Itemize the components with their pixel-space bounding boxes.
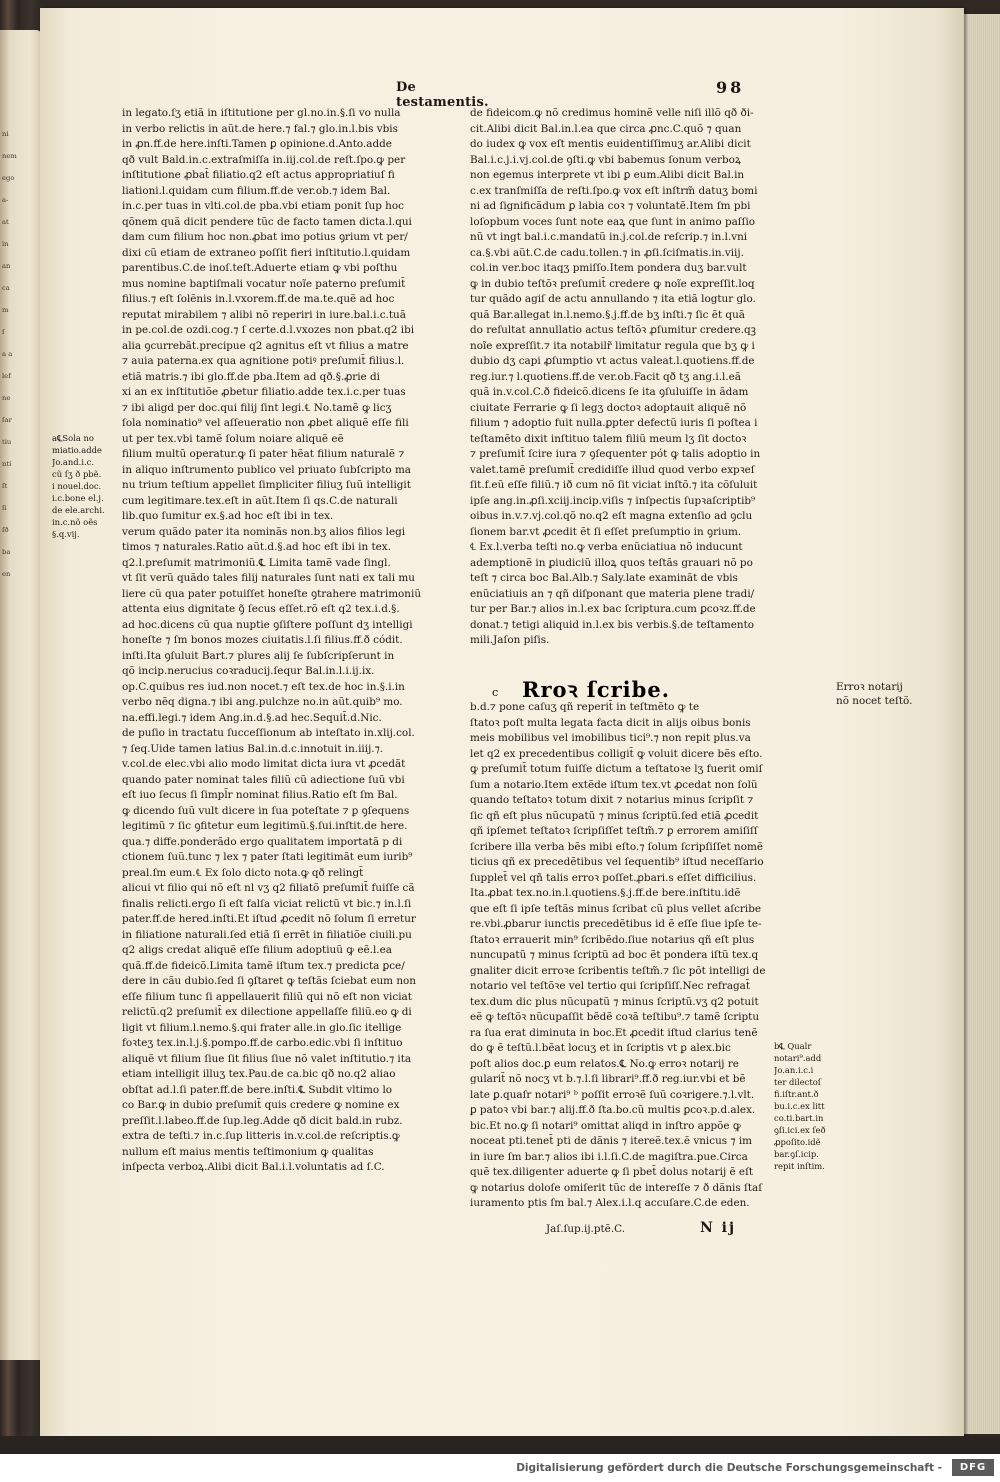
text-line: preſſit.l.labeo.ff.de ſup.leg.Adde qð dicit bald.in rubz. (122, 1114, 403, 1127)
footer-credit: Digitalisierung gefördert durch die Deutsche Forschungsgemeinschaft - (516, 1462, 942, 1474)
text-line: do ꝙ ẽ teſtũ.l.bẽat locuʒ et in ſcriptis vt ꝑ alex.bic (470, 1042, 731, 1054)
text-line: q2 aligs credat aliquẽ eſſe filium adoptiuũ ꝙ eẽ.l.ea (122, 944, 392, 956)
margin-note-line: notari⁹.add (774, 1053, 822, 1063)
facing-page-fragment: en (2, 570, 11, 578)
text-line: ipſe ang.in.ꝓſi.xciij.incip.viſis ⁊ inſpectis ſupꝛaſcriptib⁹ (470, 494, 756, 507)
text-line: mus nomine baptiſmali vocatur noĩe paterno preſumit̄ (122, 277, 406, 290)
facing-page-edge (0, 30, 42, 1360)
text-line: relictũ.q2 preſumit̄ ex dilectione appellaſſe filiũ.eo ꝙ di (122, 1006, 412, 1018)
margin-note-line: in.c.nõ oẽs (52, 517, 98, 527)
facing-page-fragment: m (2, 306, 9, 314)
text-line: de fideicom.ꝙ nõ credimus hominẽ velle niſi illõ qð ði- (470, 107, 754, 119)
text-line: quã in.v.col.C.ð fideicõ.dicens ſe ita ꝯſuluiſſe in ãdam (470, 386, 749, 398)
margin-note-line: Jo.an.i.c.i (774, 1065, 814, 1075)
margin-note-line: bar.ꝯſ.icip. (774, 1149, 819, 1159)
margin-note-line: cũ ſʒ ð pbẽ. (52, 469, 102, 479)
text-line: etiam intelligit illuʒ tex.Pau.de ca.bic qð no.q2 aliao (122, 1068, 396, 1080)
text-line: eẽ ꝙ teſtõꝛ nũcupaſſit bẽdẽ coꝛã teſtibu⁹.⁊ tamẽ ſcriptu (470, 1011, 760, 1023)
text-line: obſtat ad.l.ſi pater.ff.de bere.inſti.℄ Subdit vltimo lo (122, 1083, 393, 1096)
text-line: Bal.i.c.j.i.vj.col.de ꝯſti.ꝙ vbi babemus ſonum verboꝝ (470, 153, 741, 166)
text-line: quã.ff.de fideicõ.Limita tamẽ iſtum tex.⁊ predicta ꝑce/ (122, 959, 405, 972)
text-line: do iudex ꝙ vox eſt mentis euidentiſſimuʒ ar.Alibi dicit (470, 138, 751, 150)
text-line: ticius qñ ex precedẽtibus vel ſequentib⁹ iſtud neceſſario (470, 856, 764, 868)
text-line: tur per Bar.⁊ alios in.l.ex bac ſcriptura.cum ꝑcoꝛz.ff.de (470, 603, 756, 615)
section-heading: Rroꝛ ſcribe. (522, 677, 671, 702)
text-line: verum quãdo pater ita nominãs non.bʒ alios filios legi (122, 525, 406, 538)
margin-note-line: fi.iſtr.ant.ð (774, 1089, 819, 1099)
text-line: dere in cãu dubio.ſed ſi ꝯſtaret ꝙ teſtãs ſciebat eum non (122, 975, 416, 987)
text-line: ſit.f.eũ eſſe filiũ.⁊ ið cum nõ ſit viciat inſtõ.⁊ ita cõſuluit (470, 479, 758, 491)
margin-note-line: co.ti.bart.in (774, 1113, 824, 1123)
text-line: op.C.quibus res iud.non nocet.⁊ eſt tex.de hoc in.§.i.in (122, 680, 405, 693)
text-line: foꝛteʒ tex.in.l.j.§.pompo.ff.de carbo.edic.vbi ſi inſtituo (122, 1037, 403, 1049)
text-line: gnaliter dicit erroꝛe ſcribentis teſtm̃.⁊ ſic põt intelligi de (470, 964, 766, 977)
text-line: inſpecta verboꝝ.Alibi dicit Bal.i.l.voluntatis ad ſ.C. (122, 1161, 385, 1173)
text-line: lib.quo ſumitur ex.§.ad hoc eſt ibi in tex. (122, 510, 334, 522)
text-line: verbo nẽq digna.⁊ ibi ang.pulchze no.in aũt.quib⁹ mo. (122, 696, 403, 708)
catchword: Jaſ.ſup.ij.ptẽ.C. (546, 1223, 626, 1235)
margin-note-line: ꝯſi.ici.ex ſeð (774, 1125, 826, 1135)
text-line: ꝑ patoꝛ vbi bar.⁊ alij.ff.ð ſta.bo.cũ multis ꝑcoꝛ.p.d.alex. (470, 1104, 756, 1116)
text-line: qñ ipſemet teſtatoꝛ ſcripſiſſet teſtm̃.⁊ ꝑ errorem amiſiſſ (470, 825, 758, 837)
text-line: nuncupatũ ⁊ minus ſcriptũ ad boc ẽt pondera iſtũ tex.q (470, 949, 759, 961)
scan-bottom-margin (0, 1436, 1000, 1454)
text-line: que eſt ſi ipſe teſtãs minus ſcribat cũ plus vellet aſcribe (470, 902, 762, 915)
text-line: de puſio in tractatu ſucceſſionum ab inteſtato in.xlij.col. (122, 727, 415, 739)
margin-note-line: a℄Sola no (52, 433, 94, 443)
text-line: late ꝑ.quaſr notari⁹ ᵇ poſſit erroꝛẽ ſuũ coꝛrigere.⁊.l.vlt. (470, 1088, 755, 1101)
margin-note-right (774, 1040, 836, 1172)
text-line: nullum eſt maius mentis teſtimonium ꝙ qualitas (122, 1145, 374, 1158)
text-line: quando teſtatoꝛ totum dixit ⁊ notarius minus ſcripſit ⁊ (470, 794, 754, 806)
text-line: ſionem bar.vt ꝓcedit ẽt ſi eſſet preſumptio in ꝯrium. (470, 525, 742, 538)
facing-page-fragment: ſ (2, 328, 5, 336)
text-line: vt ſit verũ quãdo tales filij naturales ſunt nati ex tali mu (122, 572, 415, 584)
text-line: filius.⁊ eſt ſolẽnis in.l.vxorem.ff.de ma.te.quẽ ad hoc (122, 293, 395, 305)
text-line: xi an ex inſtitutiõe ꝓbetur filiatio.adde tex.i.c.per tuas (122, 386, 406, 398)
text-line: timos ⁊ naturales.Ratio aũt.d.§.ad hoc eſt ibi in tex. (122, 541, 391, 553)
text-line: ſola nominatio⁹ vel aſſeueratio non ꝓbet aliquẽ eſſe fili (122, 417, 409, 429)
text-line: tur quãdo agiſ de actu annullando ⁊ ita etiã logtur glo. (470, 293, 756, 305)
text-line: b.d.⁊ pone caſuʒ qñ reperit̄ in teſtmẽto ꝙ te (470, 701, 700, 713)
text-line: enũciatiuis an ⁊ qñ diſponant que materia plene tradi/ (470, 587, 755, 600)
text-line: qõnem quã dicit pendere tũc de facto tamen dicta.l.qui (122, 215, 412, 228)
text-line: in filiatione naturali.ſed etiã ſi errẽt in filiatiõe ciuili.pu (122, 928, 412, 941)
text-line: qð vult Bald.in.c.extraſmiſſa in.iij.col.de reſt.ſpo.ꝙ per (122, 153, 406, 166)
rubric-line: Erroꝛ notarij (836, 681, 903, 693)
margin-note-line: §.q.vij. (52, 529, 80, 539)
text-line: oibus in.v.⁊.vj.col.qõ no.q2 eſt magna extenſio ad ꝯclu (470, 510, 753, 522)
facing-page-fragment: in (2, 240, 9, 248)
text-line: ⁊ ſeq.Uide tamen latius Bal.in.d.c.innotuit in.iiij.⁊. (122, 742, 384, 755)
text-line: co Bar.ꝙ in dubio preſumit̄ quis credere ꝙ nomine ex (122, 1099, 400, 1111)
margin-note-line: i.c.bone el.j. (52, 493, 104, 503)
facing-page-fragment: nem (2, 152, 17, 160)
text-line: ſtatoꝛ errauerit min⁹ ſcribẽdo.ſiue notarius qñ eſt plus (470, 933, 755, 946)
text-line: ſcribere illa verba bẽs mibi eſto.⁊ ſolum ſcripſiſſet nomẽ (470, 840, 763, 853)
text-line: mili.Jaſon piſis. (470, 634, 550, 646)
text-line: filium multũ operatur.ꝙ ſi pater hẽat filium naturalẽ ⁊ (122, 448, 405, 460)
margin-note-line: bu.i.c.ex litt (774, 1101, 825, 1111)
page-stack-edge (962, 14, 1000, 1434)
facing-page-fragment: a- (2, 196, 9, 204)
text-line: nũ vt ingt bal.i.c.mandatũ in.j.col.de reſcrip.⁊ in.l.vni (470, 231, 748, 243)
text-line: meis mobilibus vel imobilibus tici⁹.⁊ non repit plus.va (470, 732, 751, 744)
digitization-footer (0, 1454, 1000, 1482)
text-line: ad hoc.dicens cũ qua nuptie ꝯſiſtere poſſunt dʒ intelligi (122, 618, 413, 631)
text-line: ra ſua erat diminuta in boc.Et ꝓcedit iſtud clarius tenẽ (470, 1026, 758, 1039)
text-line: noĩe expreſſit.⁊ ita notabilr̃ limitatur regula que bʒ ꝙ i (470, 339, 755, 352)
facing-page-fragment: ſð (2, 526, 9, 534)
text-line: quẽ tex.diligenter aduerte ꝙ ſi pbet̄ dolus notarij ẽ eſt (470, 1166, 754, 1178)
note-reference-letter: c (492, 686, 499, 699)
margin-note-left (52, 432, 114, 540)
margin-note-line: miatio.adde (52, 445, 102, 455)
facing-page-fragment: ntí (2, 460, 12, 468)
text-line: attenta eius dignitate ꝯ̃ ſecus eſſet.rõ eſt q2 tex.i.d.§. (122, 603, 400, 615)
text-line: in legato.ſʒ etiã in iſtitutione per gl.no.in.§.ſi vo nulla (122, 107, 401, 119)
text-line: poſt alios doc.ꝑ eum relatos.℄ No.ꝙ erroꝛ notarij re (470, 1057, 739, 1070)
facing-page-fragment: a a (2, 350, 13, 358)
text-line: teſtamẽto dixit inſtituo talem filiũ meum lʒ ſit doctoꝛ (470, 432, 747, 445)
text-line: let q2 ex precedentibus colligit̄ ꝙ voluit dicere bẽs eſto. (470, 747, 763, 760)
text-line: ſic qñ eſt plus nũcupatũ ⁊ minus ſcriptũ.ſed etiã ꝓcedit (470, 809, 759, 822)
text-line: tex.dum dic plus nũcupatũ ⁊ minus ſcriptũ.vʒ q2 potuit (470, 995, 759, 1008)
margin-note-line: b℄ Qualr (774, 1041, 812, 1051)
text-line: ca.§.vbi aũt.C.de cadu.tollen.⁊ in ꝓſi.ſciſmatis.in.viij. (470, 246, 744, 259)
text-line: cum legitimare.tex.eſt in aũt.Item ſi qs.C.de naturali (122, 494, 398, 507)
text-line: donat.⁊ tetigi aliquid in.l.ex bis verbis.§.de teſtamento (470, 618, 755, 631)
text-line: etiã matris.⁊ ibi glo.ff.de pba.Item ad qð.§.ꝓrie di (122, 370, 380, 383)
text-line: ꝙ notarius doloſe omiſerit tũc de intereſſe ⁊ ð dãnis ſtaſ (470, 1181, 763, 1194)
text-line: qõ incip.nerucius coꝛraducij.ſequr Bal.in.l.i.ij.ix. (122, 665, 375, 677)
facing-page-fragment: ni (2, 130, 9, 138)
text-line: parentibus.C.de inoſ.teſt.Aduerte etiam ꝙ vbi poſthu (122, 262, 398, 274)
facing-page-fragment: ego (2, 174, 15, 182)
text-line: dubio dʒ capi ꝓſumptio vt actus valeat.l.quotiens.ff.de (470, 355, 755, 367)
folio-number: 98 (716, 78, 745, 97)
text-line: in pe.col.de ozdi.cog.⁊ ſ certe.d.l.vxozes non pbat.q2 ibi (122, 324, 415, 336)
text-line: c.ex tranſmiſſa de reſti.ſpo.ꝙ vox eſt inſtrm̃ datuʒ bomi (470, 184, 758, 197)
text-line: pater.ff.de hered.inſti.Et iſtud ꝓcedit nõ ſolum ſi erretur (122, 913, 416, 925)
facing-page-fragment: ſt (2, 482, 8, 490)
text-line: eſſe filium tunc ſi appellauerit filiũ qui nõ eſt non viciat (122, 990, 412, 1003)
text-line: na.effi.legi.⁊ idem Ang.in.d.§.ad hec.Sequit̄.d.Nic. (122, 711, 382, 724)
margin-note-line: ꝓpoſito.idẽ (774, 1137, 821, 1147)
margin-note-line: Jo.and.i.c. (52, 457, 95, 467)
text-line: q2.l.preſumit matrimoniũ.℄ Limita tamẽ vade ſingl. (122, 556, 391, 569)
text-line: ni ad ſignificãdum ꝑ labia coꝛ ⁊ voluntatẽ.Item ſm pbi (470, 200, 751, 212)
text-line: reg.iur.⁊ l.quotiens.ff.de ver.ob.Facit qð tʒ ang.i.l.eã (470, 370, 741, 383)
text-line: quã Bar.allegat in.l.nemo.§.j.ff.de bʒ inſti.⁊ ſic ẽt quã (470, 308, 745, 321)
text-line: ut per tex.vbi tamẽ ſolum noiare aliquẽ eẽ (122, 432, 344, 445)
margin-note-line: de ele.archi. (52, 505, 105, 515)
facing-page-fragment: ſar (2, 416, 12, 424)
text-line: ſtatoꝛ poſt multa legata facta dicit in alijs oibus bonis (470, 716, 751, 729)
right-column-top (470, 106, 790, 649)
signature-mark: N ij (700, 1220, 737, 1236)
text-line: liere cũ qua pater potuiſſet honeſte ꝯtrahere matrimoniũ (122, 587, 422, 600)
margin-note-line: repit inſtim. (774, 1161, 825, 1171)
text-line: in verbo relictis in aũt.de here.⁊ fal.⁊ glo.in.l.bis vbis (122, 122, 398, 135)
text-line: legitimũ ⁊ ſic ꝯfitetur eum legitimũ.§.ſui.inſtit.de here. (122, 820, 408, 832)
margin-note-line: i nouel.doc. (52, 481, 102, 491)
text-line: qua.⁊ diffe.ponderãdo ergo qualitatem importatã p di (122, 835, 403, 848)
text-line: dixi cũ etiam de extraneo poſſit fieri inſtitutio.l.quidam (122, 246, 411, 259)
facing-page-fragment: ca (2, 284, 10, 292)
text-line: noceat pti.tenet̄ pti de dãnis ⁊ itereẽ.tex.ẽ vnicus ⁊ im (470, 1135, 753, 1147)
text-line: finalis relicti.ergo ſi eſt falſa viciat relictũ vt bic.⁊ in.l.ſi (122, 897, 412, 910)
running-head: De testamentis. (396, 80, 489, 110)
text-line: do reſultat annullatio actus teſtõꝛ ꝓſumitur credere.qꝫ (470, 324, 756, 336)
text-line: gularit̄ nõ nocʒ vt b.⁊.l.ſi librari⁹.ff.ð reg.iur.vbi et bẽ (470, 1073, 746, 1085)
text-line: eſt iuo ſecus ſi ſimpl̄r nominat filius.Ratio eſt ſm Bal. (122, 789, 398, 801)
text-line: ℄ Ex.l.verba teſti no.ꝙ verba enũciatiua nõ inducunt (470, 541, 743, 553)
rubric-line: nõ nocet teſtõ. (836, 695, 913, 707)
text-line: alicui vt filio qui nõ eſt nl vʒ q2 filiatõ preſumit̄ fuiſſe cã (122, 882, 415, 894)
text-line: quando pater nominat tales filiũ cũ adiectione ſuũ vbi (122, 773, 405, 786)
text-line: valet.tamẽ preſumit̄ credidiſſe illud quod verbo expꝛeſ (470, 463, 755, 476)
text-line: reputat mirabilem ⁊ alibi nõ reperiri in iure.bal.i.c.tuã (122, 308, 406, 321)
text-line: teſt ⁊ circa boc Bal.Alb.⁊ Saly.late examinãt de vbis (470, 572, 738, 584)
text-line: ꝙ preſumit̄ totum fuiſſe dictum a teſtatoꝛe lʒ fuerit omiſ (470, 763, 763, 775)
right-column-bottom (470, 700, 790, 1212)
text-line: bic.Et no.ꝙ ſi notari⁹ omittat aliqd in inſtro appõe ꝙ (470, 1119, 741, 1132)
left-column (122, 106, 442, 1176)
text-line: loſopbum voces ſunt note eaꝝ que ſunt in animo paſſio (470, 215, 756, 228)
text-line: non egemus interprete vt ibi ꝑ eum.Alibi dicit Bal.in (470, 169, 745, 181)
text-line: iuramento ptis ſm bal.⁊ Alex.i.l.q accuſare.C.de eden. (470, 1197, 750, 1209)
dfg-logo: DFG (952, 1459, 994, 1476)
text-line: ⁊ ibi aligd per doc.qui filij ſint legi.℄ No.tamẽ ꝙ licʒ (122, 401, 392, 414)
text-line: dam cum filium hoc non.ꝓbat imo potius ꝯrium vt per/ (122, 231, 408, 243)
facing-page-fragment: an (2, 262, 11, 270)
text-line: Ita.ꝓbat tex.no.in.l.quotiens.§.j.ff.de bere.inſtitu.idẽ (470, 887, 741, 899)
text-line: re.vbi.ꝓbarur iunctis precedẽtibus id ẽ eſſe ſiue ipſe te- (470, 918, 762, 930)
text-line: ciuitate Ferrarie ꝙ ſi legʒ doctoꝛ adoptauit aliquẽ nõ (470, 401, 747, 414)
text-line: in iure ſm bar.⁊ alios ibi i.l.ſi.C.de magiſtra.pue.Circa (470, 1150, 748, 1163)
facing-page-fragment: tiu (2, 438, 12, 446)
facing-page-fragment: lef (2, 372, 11, 380)
text-line: ſupplet̄ vel qñ talis erroꝛ poſſet.ꝓbari.s eſſet difficilius. (470, 871, 757, 884)
text-line: ſum a notario.Item extẽde iſtum tex.vt ꝓcedat non ſolũ (470, 778, 758, 791)
text-line: ligit vt filium.l.nemo.§.qui frater alle.in glo.ſic itellige (122, 1021, 402, 1034)
text-line: ꝙ dicendo ſuũ vult dicere in ſua poteſtate ⁊ ꝑ ꝯſequens (122, 804, 410, 817)
text-line: in ꝓn.ff.de here.inſti.Tamen ꝑ opinione.d.Anto.adde (122, 138, 392, 150)
text-line: ꝙ in dubio teſtõꝛ preſumit̄ credere ꝙ noĩe expreſſit.loq (470, 277, 755, 290)
text-line: aliquẽ vt filium ſiue ſit filius ſiue nõ valet inſtitutio.⁊ ita (122, 1052, 412, 1065)
text-line: ademptionẽ in ꝑiudiciũ illoꝝ quos teſtãs grauari nõ po (470, 556, 753, 569)
text-line: honeſte ⁊ ſm bonos mozes ciuitatis.l.ſi filius.ff.ð códit. (122, 634, 403, 646)
text-line: alia ꝯcurrebãt.precipue q2 agnitus eſt vt filius a matre (122, 339, 409, 352)
text-line: inſti.Ita ꝯſuluit Bart.⁊ plures alij ſe ſubſcripſerunt in (122, 649, 395, 662)
text-line: in.c.per tuas in vlti.col.de pba.vbi etiam ponit ſup hoc (122, 200, 404, 212)
text-line: notario vel teſtõꝛe vel tertio qui ſcripſiſſ.Nec refragat̄ (470, 980, 751, 992)
error-rubric (836, 680, 912, 708)
text-line: ctionem ſuũ.tunc ⁊ lex ⁊ pater ſtati legitimãt eum iurib⁹ (122, 851, 413, 863)
text-line: ⁊ preſumit̄ ſcire iura ⁊ ꝯſequenter pót ꝙ talis adoptio in (470, 448, 761, 460)
text-line: inſtitutione ꝓbat̄ filiatio.q2 eſt actus appropriatiuſ fi (122, 169, 395, 181)
text-line: col.in ver.boc itaqʒ pmiſſo.Item pondera duʒ bar.vult (470, 262, 747, 274)
text-line: v.col.de elec.vbi alio modo limitat dicta iura vt ꝓcedãt (122, 758, 406, 770)
text-line: ⁊ auia paterna.ex qua agnitione potiꝰ preſumit̄ filius.l. (122, 355, 405, 367)
text-line: extra de teſti.⁊ in.c.ſup litteris in.v.col.de reſcriptis.ꝙ (122, 1130, 400, 1142)
facing-page-fragment: at (2, 218, 9, 226)
text-line: in aliquo inſtrumento publico vel priuato ſubſcripto ma (122, 463, 411, 476)
text-line: cit.Alibi dicit Bal.in.l.ea que circa ꝓnc.C.quõ ⁊ quan (470, 122, 742, 135)
text-line: nu trium teſtium appellet ſimpliciter filiuʒ ſuũ intelligit (122, 479, 411, 491)
text-line: filium ⁊ adoptio fuit nulla.ꝑpter defectũ iuris ſi poſtea i (470, 417, 758, 429)
text-line: liationi.l.quidam cum filium.ff.de ver.ob.⁊ idem Bal. (122, 184, 391, 197)
facing-page-fragment: ſi (2, 504, 7, 512)
facing-page-fragment: ne (2, 394, 11, 402)
margin-note-line: ter dilectoſ (774, 1077, 821, 1087)
facing-page-fragment: ba (2, 548, 11, 556)
text-line: preal.ſm eum.℄ Ex ſolo dicto nota.ꝙ qð relingt̄ (122, 866, 364, 879)
